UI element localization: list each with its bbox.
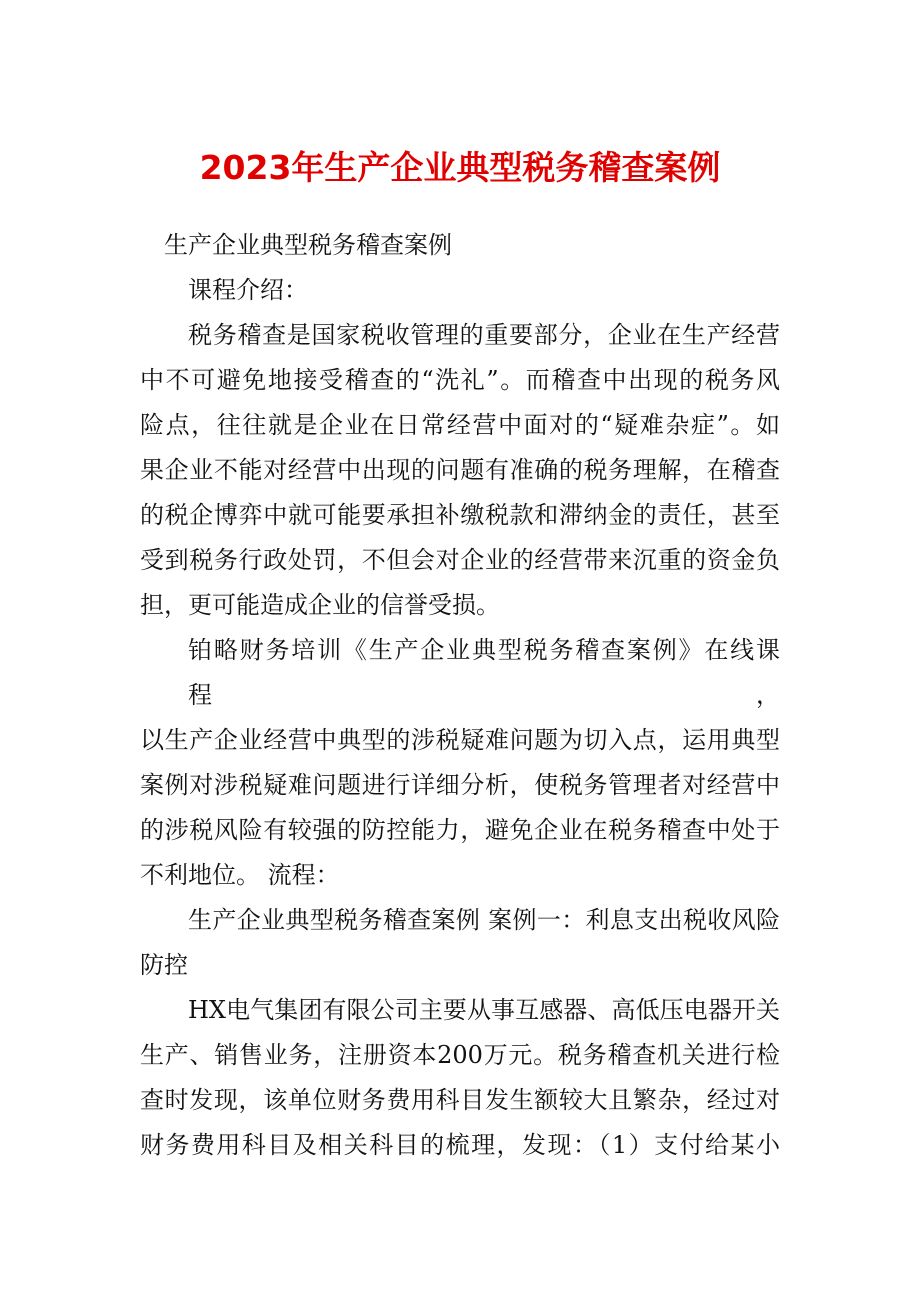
paragraph-line: 税务稽查是国家税收管理的重要部分，企业在生产经营 [188, 321, 780, 349]
paragraph-line: 中不可避免地接受稽查的“洗礼”。而稽查中出现的税务风 [140, 366, 780, 394]
paragraph-line: 以生产企业经营中典型的涉税疑难问题为切入点，运用典型 [140, 726, 780, 754]
paragraph-line: 受到税务行政处罚，不但会对企业的经营带来沉重的资金负 [140, 546, 780, 574]
paragraph-line: 案例对涉税疑难问题进行详细分析，使税务管理者对经营中 [140, 771, 780, 799]
paragraph-line: 的税企博弈中就可能要承担补缴税款和滞纳金的责任，甚至 [140, 501, 780, 529]
case-heading-line: 防控 [140, 951, 188, 979]
document-body [140, 223, 780, 1168]
case-heading-line: 生产企业典型税务稽查案例 案例一：利息支出税收风险 [188, 906, 780, 934]
paragraph-line: 担，更可能造成企业的信誉受损。 [140, 591, 500, 619]
subtitle-line: 生产企业典型税务稽查案例 [164, 231, 452, 259]
paragraph-line: HX电气集团有限公司主要从事互感器、高低压电器开关 [188, 996, 780, 1024]
paragraph-line: 险点，往往就是企业在日常经营中面对的“疑难杂症”。如 [140, 411, 780, 439]
paragraph-line: 查时发现，该单位财务费用科目发生额较大且繁杂，经过对 [140, 1086, 780, 1114]
paragraph-line: 果企业不能对经营中出现的问题有准确的税务理解，在稽查 [140, 456, 780, 484]
paragraph-line: 铂略财务培训《生产企业典型税务稽查案例》在线课程， [188, 636, 780, 709]
paragraph-line: 生产、销售业务，注册资本200万元。税务稽查机关进行检 [140, 1041, 780, 1069]
paragraph-line: 财务费用科目及相关科目的梳理，发现：（1）支付给某小 [140, 1131, 780, 1159]
paragraph-line: 不利地位。 流程： [140, 861, 340, 889]
document-title: 2023年生产企业典型税务稽查案例 [199, 148, 721, 187]
section-heading-course-intro: 课程介绍： [188, 276, 308, 304]
paragraph-line: 的涉税风险有较强的防控能力，避免企业在税务稽查中处于 [140, 816, 780, 844]
